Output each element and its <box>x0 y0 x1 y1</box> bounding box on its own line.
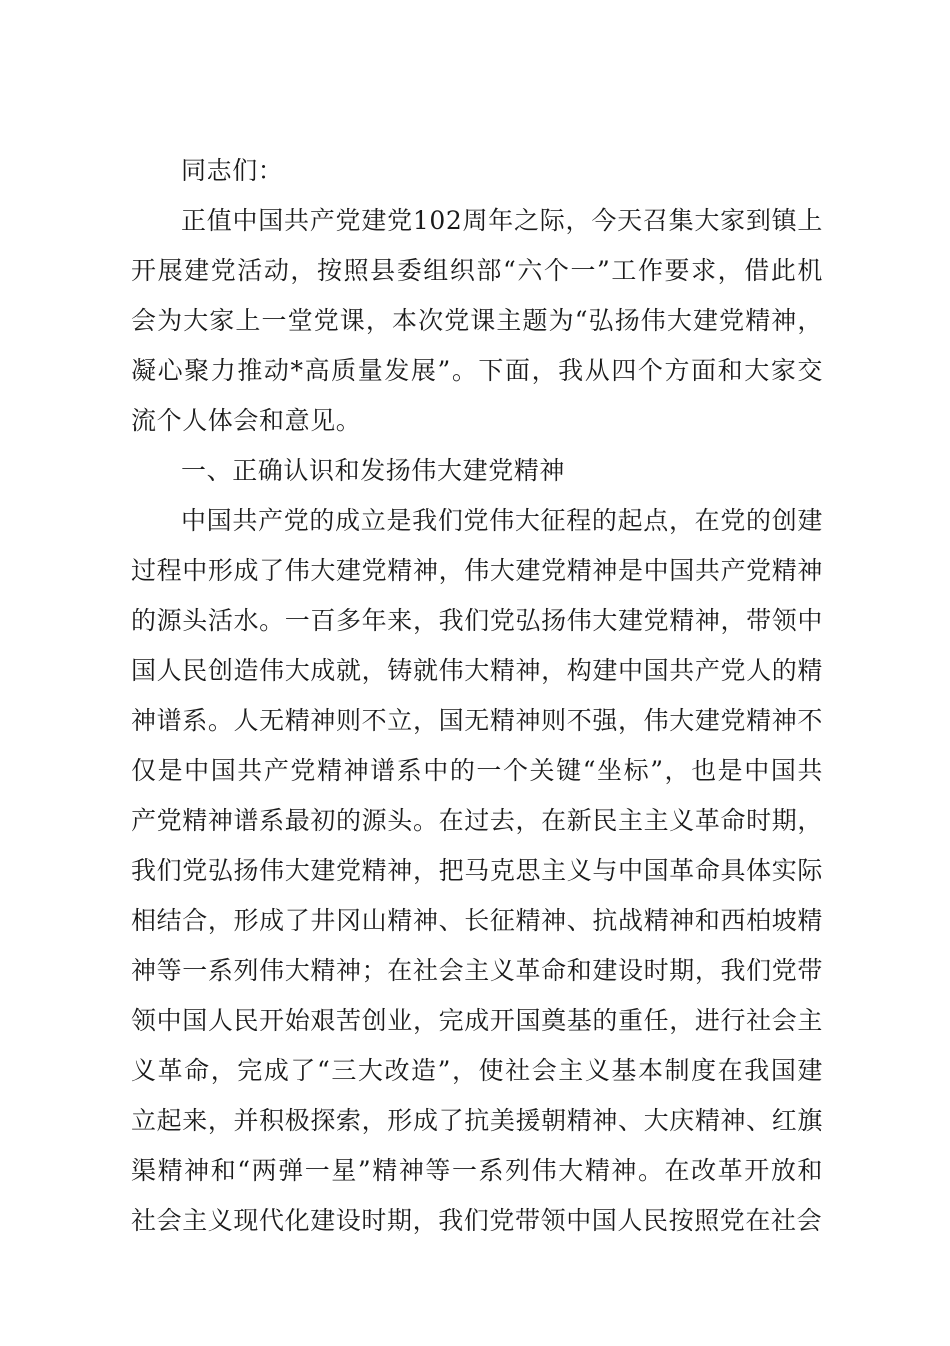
section-heading: 一、正确认识和发扬伟大建党精神 <box>181 456 566 485</box>
section-paragraph: 中国共产党的成立是我们党伟大征程的起点，在党的创建过程中形成了伟大建党精神，伟大建党精神是中国共产党精神的源头活水。一百多年来，我们党弘扬伟大建党精神，带领中国人民创造伟大成就，铸就伟大精神，构建中国共产党人的精神谱系。人无精神则不立，国无精神则不强，伟大建党精神不仅是中国共产党精神谱系中的一个关键“坐标”，也是中国共产党精神谱系最初的源头。在过去，在新民主主义革命时期，我们党弘扬伟大建党精神，把马克思主义与中国革命具体实际相结合，形成了井冈山精神、长征精神、抗战精神和西柏坡精神等一系列伟大精神；在社会主义革命和建设时期，我们党带领中国人民开始艰苦创业，完成开国奠基的重任，进行社会主义革命，完成了“三大改造”，使社会主义基本制度在我国建立起来，并积极探索，形成了抗美援朝精神、大庆精神、红旗渠精神和“两弹一星”精神等一系列伟大精神。在改革开放和社会主义现代化建设时期，我们党带领中国人民按照党在社会 <box>131 506 823 1235</box>
intro-paragraph: 正值中国共产党建党102周年之际，今天召集大家到镇上开展建党活动，按照县委组织部“六个一”工作要求，借此机会为大家上一堂党课，本次党课主题为“弘扬伟大建党精神，凝心聚力推动*高质量发展”。下面，我从四个方面和大家交流个人体会和意见。 <box>131 206 823 435</box>
document-body <box>131 146 823 1246</box>
salutation: 同志们： <box>181 156 284 185</box>
